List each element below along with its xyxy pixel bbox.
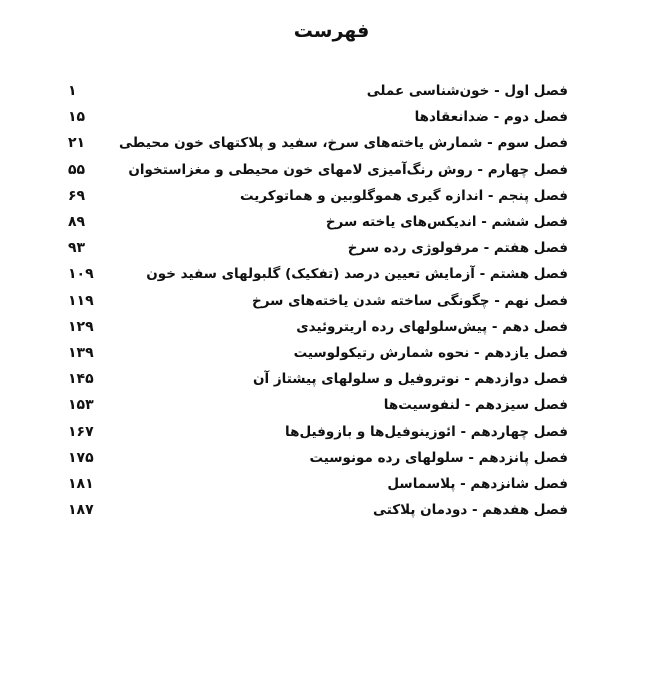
toc-entry [68, 366, 568, 392]
toc-entry [68, 235, 568, 261]
toc-entry [68, 445, 568, 471]
toc-chapter-title: فصل هفتم - مرفولوژی رده سرخ [347, 240, 568, 257]
toc-page-number: ۱۶۷ [68, 423, 94, 440]
toc-page-number: ۲۱ [68, 135, 86, 152]
toc-chapter-title: فصل چهاردهم - ائوزینوفیل‌ها و بازوفیل‌ها [285, 423, 568, 440]
toc-page-number: ۱۸۷ [68, 502, 94, 519]
toc-entry [68, 418, 568, 444]
toc-chapter-title: فصل ششم - اندیکس‌های یاخته سرخ [325, 214, 568, 231]
toc-page-number: ۱۵۳ [68, 397, 94, 414]
toc-entry [68, 104, 568, 130]
toc-chapter-title: فصل هشتم - آزمایش تعیین درصد (تفکیک) گلبولهای سفید خون [146, 266, 568, 283]
toc-chapter-title: فصل هفدهم - دودمان پلاکتی [373, 502, 568, 519]
toc-chapter-title: فصل دوم - ضدانعقادها [414, 109, 568, 126]
toc-entry [68, 392, 568, 418]
toc-chapter-title: فصل اول - خون‌شناسی عملی [366, 83, 568, 100]
toc-chapter-title: فصل دوازدهم - نوتروفیل و سلولهای پیشتاز آن [253, 371, 568, 388]
toc-page-number: ۱۰۹ [68, 266, 94, 283]
toc-entry [68, 261, 568, 287]
toc-chapter-title: فصل یازدهم - نحوه شمارش رتیکولوسیت [293, 344, 568, 361]
toc-chapter-title: فصل چهارم - روش رنگ‌آمیزی لامهای خون محیطی و مغزاستخوان [128, 161, 568, 178]
toc-page-number: ۱ [68, 83, 77, 100]
toc-entry [68, 471, 568, 497]
toc-chapter-title: فصل دهم - پیش‌سلولهای رده اریتروئیدی [296, 318, 568, 335]
toc-page-number: ۱۵ [68, 109, 86, 126]
toc-page-number: ۱۴۵ [68, 371, 94, 388]
toc-page-number: ۱۱۹ [68, 292, 94, 309]
toc-page-number: ۸۹ [68, 214, 86, 231]
toc-entry [68, 288, 568, 314]
toc-entry [68, 340, 568, 366]
toc-page-number: ۱۲۹ [68, 318, 94, 335]
toc-page-number: ۵۵ [68, 161, 86, 178]
toc-chapter-title: فصل پانزدهم - سلولهای رده مونوسیت [309, 449, 568, 466]
toc-entry [68, 497, 568, 523]
toc-entry [68, 157, 568, 183]
toc-chapter-title: فصل سوم - شمارش یاخته‌های سرخ، سفید و پلاکتهای خون محیطی [119, 135, 568, 152]
toc-chapter-title: فصل شانزدهم - پلاسماسل [387, 475, 568, 492]
toc-chapter-title: فصل سیزدهم - لنفوسیت‌ها [383, 397, 568, 414]
page-title: فهرست [293, 20, 370, 42]
toc-page-number: ۱۸۱ [68, 475, 94, 492]
toc-entry [68, 209, 568, 235]
toc-page-number: ۶۹ [68, 187, 86, 204]
toc-chapter-title: فصل پنجم - اندازه گیری هموگلوبین و هماتوکریت [239, 187, 568, 204]
toc-entry [68, 314, 568, 340]
toc-page-number: ۱۷۵ [68, 449, 94, 466]
toc-entry [68, 78, 568, 104]
toc-entry [68, 183, 568, 209]
toc-entry [68, 130, 568, 156]
toc-page-number: ۹۳ [68, 240, 86, 257]
toc-page-number: ۱۳۹ [68, 344, 94, 361]
toc-chapter-title: فصل نهم - چگونگی ساخته شدن یاخته‌های سرخ [251, 292, 568, 309]
table-of-contents [68, 78, 568, 523]
